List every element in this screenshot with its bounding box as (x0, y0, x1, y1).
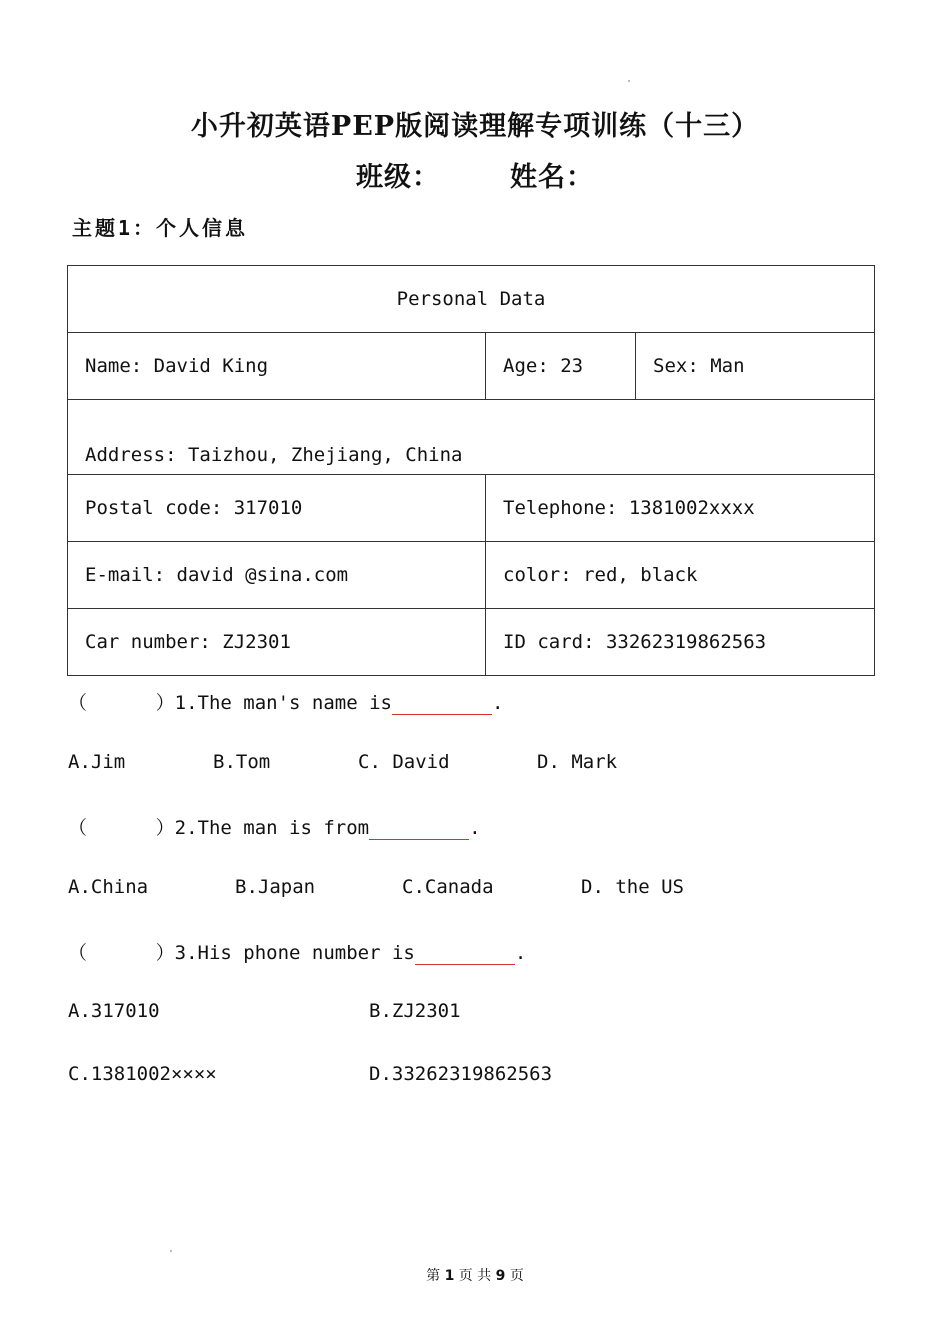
option-d: D. Mark (537, 751, 618, 773)
scan-dot (170, 1250, 172, 1252)
question-3 (68, 938, 526, 965)
option-c: C. David (358, 751, 450, 773)
option-a: A.317010 (68, 1000, 160, 1022)
answer-blank[interactable] (415, 944, 515, 965)
option-c: C.1381002×××× (68, 1063, 217, 1085)
option-a: A.China (68, 876, 149, 898)
table-row (68, 266, 875, 333)
class-label: 班级： (356, 162, 440, 193)
scan-dot (628, 80, 630, 82)
personal-data-table (67, 265, 875, 676)
email-cell: E-mail: david @sina.com (68, 542, 486, 609)
option-d: D. the US (581, 876, 684, 898)
question-suffix: . (469, 817, 481, 839)
address-cell: Address: Taizhou, Zhejiang, China (68, 400, 875, 475)
option-c: C.Canada (402, 876, 494, 898)
option-b: B.Japan (235, 876, 316, 898)
option-b: B.Tom (213, 751, 271, 773)
car-number-cell: Car number: ZJ2301 (68, 609, 486, 676)
name-label: 姓名： (510, 162, 594, 193)
table-row (68, 475, 875, 542)
telephone-cell: Telephone: 1381002xxxx (486, 475, 875, 542)
question-1 (68, 688, 503, 715)
footer-text: 第 (426, 1268, 441, 1284)
student-info-line (0, 155, 950, 194)
table-row (68, 400, 875, 475)
topic-heading: 主题1：个人信息 (72, 216, 249, 240)
question-2 (68, 813, 481, 840)
postal-code-cell: Postal code: 317010 (68, 475, 486, 542)
option-d: D.33262319862563 (369, 1063, 553, 1085)
question-text: （ ）2.The man is from (68, 817, 370, 839)
option-b: B.ZJ2301 (369, 1000, 461, 1022)
answer-blank[interactable] (392, 694, 492, 715)
question-suffix: . (514, 942, 527, 964)
question-text: （ ）3.His phone number is (68, 942, 415, 964)
page-total: 9 (495, 1268, 506, 1284)
table-row (68, 609, 875, 676)
page-footer (0, 1265, 950, 1285)
page-number: 1 (444, 1268, 455, 1284)
question-text: （ ）1.The man's name is (68, 692, 392, 714)
age-cell: Age: 23 (486, 333, 636, 400)
option-a: A.Jim (68, 751, 126, 773)
page-title: 小升初英语PEP版阅读理解专项训练（十三） (190, 111, 760, 142)
name-cell: Name: David King (68, 333, 486, 400)
footer-text: 页 (509, 1268, 524, 1284)
id-card-cell: ID card: 33262319862563 (486, 609, 875, 676)
color-cell: color: red, black (486, 542, 875, 609)
sex-cell: Sex: Man (636, 333, 875, 400)
table-row (68, 333, 875, 400)
table-heading: Personal Data (68, 266, 875, 333)
answer-blank[interactable] (369, 819, 469, 840)
table-row (68, 542, 875, 609)
footer-text: 页 共 (458, 1268, 492, 1284)
question-suffix: . (491, 692, 504, 714)
